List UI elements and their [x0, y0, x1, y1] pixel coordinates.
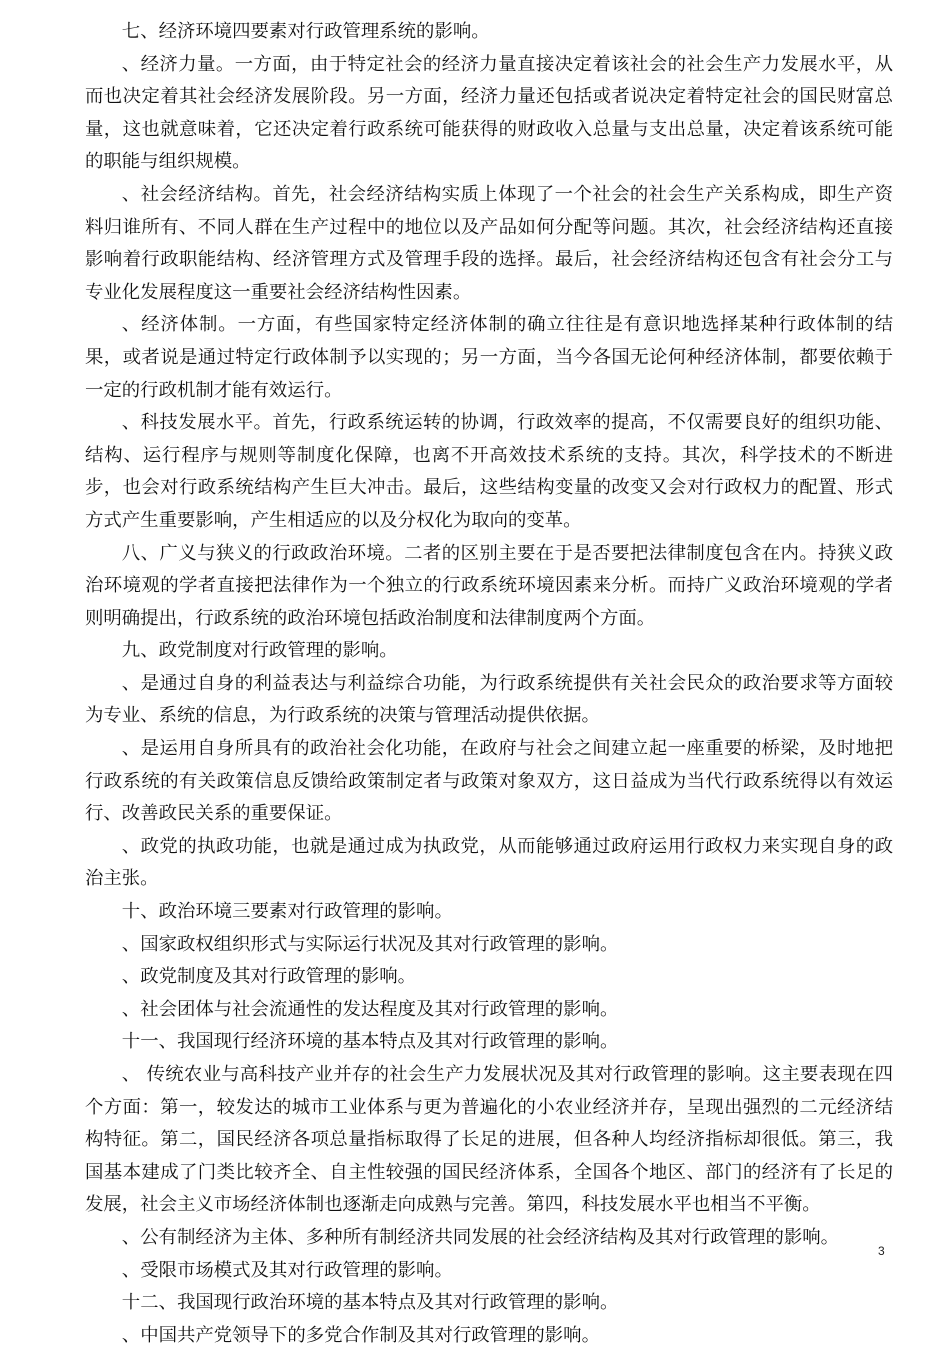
- document-body: [85, 16, 893, 1352]
- heading-twelve: 十二、我国现行政治环境的基本特点及其对行政管理的影响。: [121, 1292, 619, 1314]
- list-item-ownership: 、公有制经济为主体、多种所有制经济共同发展的社会经济结构及其对行政管理的影响。: [121, 1226, 840, 1248]
- heading-nine: 九、政党制度对行政管理的影响。: [121, 640, 398, 662]
- paragraph-economic-system: 、经济体制。一方面，有些国家特定经济体制的确立往往是有意识地选择某种行政体制的结果，或者说是通过特定行政体制予以实现的；另一方面，当今各国无论何种经济体制，都要依赖于一定的行政机制才能有效运行。: [85, 314, 893, 401]
- paragraph-economic-power: 、经济力量。一方面，由于特定社会的经济力量直接决定着该社会的社会生产力发展水平，从而也决定着其社会经济发展阶段。另一方面，经济力量还包括或者说决定着特定社会的国民财富总量，这也就意味着，它还决定着行政系统可能获得的财政收入总量与支出总量，决定着该系统可能的职能与组织规模。: [85, 53, 893, 173]
- page-number: 3: [878, 1244, 885, 1258]
- paragraph-party-socialization: 、是运用自身所具有的政治社会化功能，在政府与社会之间建立起一座重要的桥梁，及时地把行政系统的有关政策信息反馈给政策制定者与政策对象双方，这日益成为当代行政系统得以有效运行、改善政民关系的重要保证。: [85, 738, 893, 825]
- list-item-party-system: 、政党制度及其对行政管理的影响。: [121, 966, 417, 988]
- heading-seven: 七、经济环境四要素对行政管理系统的影响。: [121, 21, 490, 42]
- heading-eleven: 十一、我国现行经济环境的基本特点及其对行政管理的影响。: [121, 1031, 619, 1053]
- list-item-social-groups: 、社会团体与社会流通性的发达程度及其对行政管理的影响。: [121, 998, 619, 1020]
- paragraph-productivity: 、 传统农业与高科技产业并存的社会生产力发展状况及其对行政管理的影响。这主要表现在四个方面：第一，较发达的城市工业体系与更为普遍化的小农业经济并存，呈现出强烈的二元经济结构特征。第二，国民经济各项总量指标取得了长足的进展，但各种人均经济指标却很低。第三，我国基本建成了门类比较齐全、自主性较强的国民经济体系，全国各个地区、部门的经济有了长足的发展，社会主义市场经济体制也逐渐走向成熟与完善。第四，科技发展水平也相当不平衡。: [85, 1064, 893, 1216]
- paragraph-party-governing: 、政党的执政功能，也就是通过成为执政党，从而能够通过政府运用行政权力来实现自身的政治主张。: [85, 835, 893, 890]
- paragraph-technology-level: 、科技发展水平。首先，行政系统运转的协调，行政效率的提高，不仅需要良好的组织功能、结构、运行程序与规则等制度化保障，也离不开高效技术系统的支持。其次，科学技术的不断进步，也会对行政系统结构产生巨大冲击。最后，这些结构变量的改变又会对行政权力的配置、形式方式产生重要影响，产生相适应的以及分权化为取向的变革。: [85, 412, 893, 531]
- heading-ten: 十、政治环境三要素对行政管理的影响。: [121, 901, 453, 923]
- list-item-market-model: 、受限市场模式及其对行政管理的影响。: [121, 1259, 453, 1281]
- list-item-multiparty: 、中国共产党领导下的多党合作制及其对行政管理的影响。: [121, 1324, 600, 1346]
- list-item-state-power: 、国家政权组织形式与实际运行状况及其对行政管理的影响。: [121, 933, 619, 955]
- paragraph-economic-structure: 、社会经济结构。首先，社会经济结构实质上体现了一个社会的社会生产关系构成，即生产资料归谁所有、不同人群在生产过程中的地位以及产品如何分配等问题。其次，社会经济结构还直接影响着行政职能结构、经济管理方式及管理手段的选择。最后，社会经济结构还包含有社会分工与专业化发展程度这一重要社会经济结构性因素。: [85, 183, 893, 303]
- paragraph-party-interest: 、是通过自身的利益表达与利益综合功能，为行政系统提供有关社会民众的政治要求等方面较为专业、系统的信息，为行政系统的决策与管理活动提供依据。: [85, 672, 893, 727]
- heading-eight: 八、广义与狭义的行政政治环境。二者的区别主要在于是否要把法律制度包含在内。持狭义政治环境观的学者直接把法律作为一个独立的行政系统环境因素来分析。而持广义政治环境观的学者则明确提出，行政系统的政治环境包括政治制度和法律制度两个方面。: [85, 542, 893, 629]
